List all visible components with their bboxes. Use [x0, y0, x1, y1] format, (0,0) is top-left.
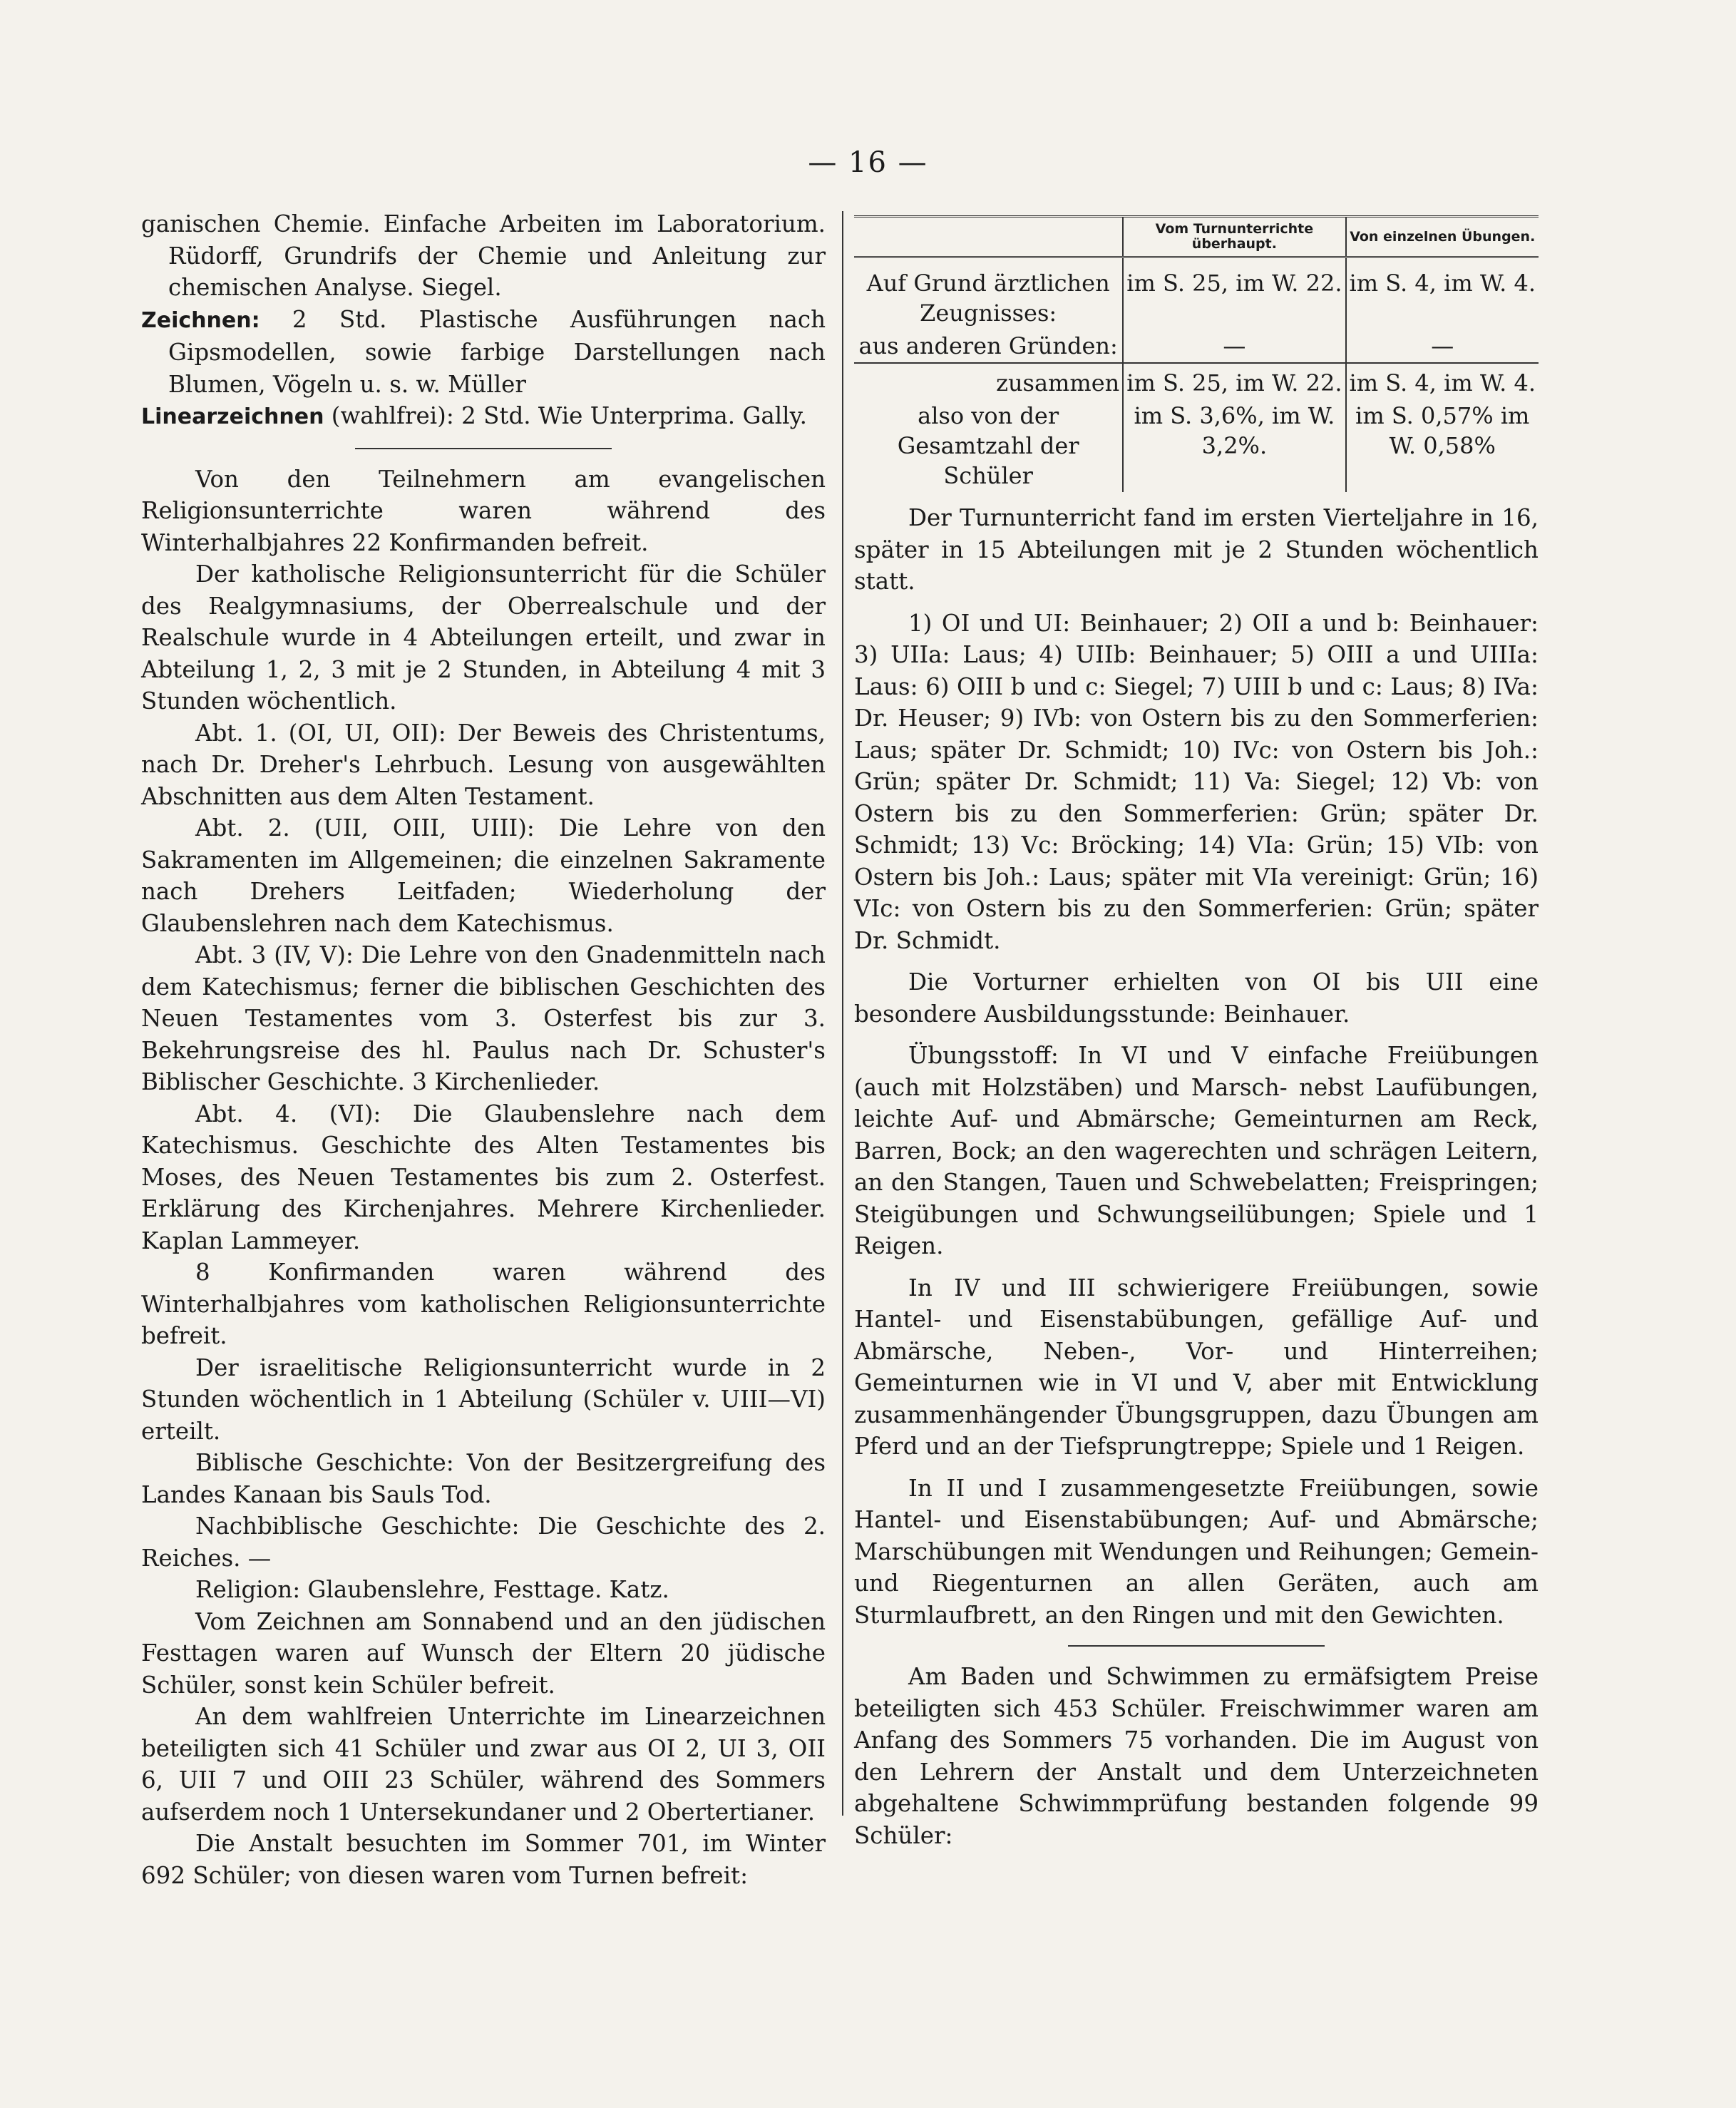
- paragraph-konfirmanden: 8 Konfirmanden waren während des Winterhalbjahres vom katholischen Religionsunterrichte befreit.: [141, 1259, 826, 1349]
- left-column: [141, 208, 826, 1891]
- paragraph-zeichnen-befreit: Vom Zeichnen am Sonnabend und an den jüdischen Festtagen waren auf Wunsch der Eltern 20 jüdische Schüler, sonst kein Schüler befreit.: [141, 1607, 826, 1699]
- turnen-befreit-table: [854, 215, 1539, 492]
- paragraph-biblische-geschichte: Biblische Geschichte: Von der Besitzergreifung des Landes Kanaan bis Sauls Tod.: [141, 1449, 826, 1508]
- table-cell: —: [1346, 329, 1539, 363]
- paragraph-israelitisch: Der israelitische Religionsunterricht wurde in 2 Stunden wöchentlich in 1 Abteilung (Schüler v. UIII—VI) erteilt.: [141, 1354, 826, 1445]
- table-cell-label: Auf Grund ärztlichen Zeugnisses:: [866, 270, 1110, 327]
- bold-lead: Zeichnen:: [141, 307, 260, 333]
- table-cell: im S. 3,6%, im W. 3,2%.: [1123, 399, 1345, 492]
- paragraph-zeichnen: [141, 304, 826, 401]
- paragraph-ii-i: In II und I zusammengesetzte Freiübungen, sowie Hantel- und Eisenstabübungen; Auf- und Abmärsche; Marschübungen mit Wendungen und Reihungen; Gemein- und Riegenturnen an allen Geräten, auch am Sturmlaufbrett, an den Ringen und mit den Gewichten.: [854, 1474, 1539, 1629]
- table-cell-label: aus anderen Gründen:: [858, 332, 1118, 359]
- bold-lead: Linearzeichnen: [141, 404, 324, 429]
- paragraph-evangelisch: Von den Teilnehmern am evangelischen Religionsunterrichte waren während des Winterhalbjahres 22 Konfirmanden befreit.: [141, 465, 826, 556]
- paragraph-iv-iii: In IV und III schwierigere Freiübungen, sowie Hantel- und Eisenstabübungen, gefällige Auf- und Abmärsche, Neben-, Vor- und Hinterreihen; Gemeinturnen wie in VI und V, aber mit Entwicklung zusammenhängender Übungsgruppen, dazu Übungen am Pferd und an der Tiefsprungtreppe; Spiele und 1 Reigen.: [854, 1274, 1539, 1460]
- paragraph-religion: Religion: Glaubenslehre, Festtage. Katz.: [195, 1576, 669, 1603]
- table-cell: im S. 4, im W. 4.: [1346, 363, 1539, 399]
- paragraph-linearzeichnen-teilnahme: An dem wahlfreien Unterrichte im Linearzeichnen beteiligten sich 41 Schüler und zwar aus OI 2, UI 3, OII 6, UII 7 und OIII 23 Schüler, während des Sommers aufserdem noch 1 Untersekundaner und 2 Obertertianer.: [141, 1703, 826, 1826]
- paragraph-abt-4: Abt. 4. (VI): Die Glaubenslehre nach dem Katechismus. Geschichte des Alten Testamentes bis Moses, des Neuen Testamentes bis zum 2. Osterfest. Erklärung des Kirchenjahres. Mehrere Kirchenlieder. Kaplan Lammeyer.: [141, 1100, 826, 1254]
- table-row: [854, 399, 1539, 492]
- paragraph-uebungsstoff: Übungsstoff: In VI und V einfache Freiübungen (auch mit Holzstäben) und Marsch- nebst Laufübungen, leichte Auf- und Abmärsche; Gemeinturnen am Reck, Barren, Bock; an den wagerechten und schrägen Leitern, an den Stangen, Tauen und Schwebelatten; Freispringen; Steigübungen und Schwungseilübungen; Spiele und 1 Reigen.: [854, 1042, 1539, 1259]
- paragraph-abt-2: Abt. 2. (UII, OIII, UIII): Die Lehre von den Sakramenten im Allgemeinen; die einzelnen Sakramente nach Drehers Leitfaden; Wiederholung der Glaubenslehren nach dem Katechismus.: [141, 814, 826, 937]
- paragraph-vorturner: Die Vorturner erhielten von OI bis UII eine besondere Ausbildungsstunde: Beinhauer.: [854, 968, 1539, 1028]
- paragraph-abteilungen-lehrer: 1) OI und UI: Beinhauer; 2) OII a und b: Beinhauer: 3) UIIa: Laus; 4) UIIb: Beinhauer; 5) OIII a und UIIIa: Laus: 6) OIII b und c: Siegel; 7) UIII b und c: Laus; 8) IVa: Dr. Heuser; 9) IVb: von Ostern bis zu den Sommerferien: Laus; später Dr. Schmidt; 10) IVc: von Ostern bis Joh.: Grün; später Dr. Schmidt; 11) Va: Siegel; 12) Vb: von Ostern bis zu den Sommerferien: Grün; später Dr. Schmidt; 13) Vc: Bröcking; 14) VIa: Grün; 15) VIb: von Ostern bis Joh.: Laus; später mit VIa vereinigt: Grün; 16) VIc: von Ostern bis zu den Sommerferien: Grün; später Dr. Schmidt.: [854, 609, 1539, 954]
- table-cell: —: [1123, 329, 1345, 363]
- table-cell: im S. 4, im W. 4.: [1346, 257, 1539, 330]
- table-cell: im S. 25, im W. 22.: [1123, 363, 1345, 399]
- table-cell-label: also von der Gesamtzahl der Schüler: [897, 402, 1079, 489]
- table-header-uebungen: Von einzelnen Übungen.: [1346, 217, 1539, 257]
- paragraph-katholisch: Der katholische Religionsunterricht für die Schüler des Realgymnasiums, der Oberrealschule und der Realschule wurde in 4 Abteilungen erteilt, und zwar in Abteilung 1, 2, 3 mit je 2 Stunden, in Abteilung 4 mit 3 Stunden wöchentlich.: [141, 561, 826, 715]
- paragraph-schwimmen: Am Baden und Schwimmen zu ermäfsigtem Preise beteiligten sich 453 Schüler. Freischwimmer waren am Anfang des Sommers 75 vorhanden. Die im August von den Lehrern der Anstalt und dem Unterzeichneten abgehaltene Schwimmprüfung bestanden folgende 99 Schüler:: [854, 1663, 1539, 1849]
- table-row: [854, 363, 1539, 399]
- paragraph-anstalt-besuch: Die Anstalt besuchten im Sommer 701, im Winter 692 Schüler; von diesen waren vom Turnen befreit:: [141, 1830, 826, 1889]
- table-cell: im S. 25, im W. 22.: [1123, 257, 1345, 330]
- paragraph-turnunterricht: Der Turnunterricht fand im ersten Vierteljahre in 16, später in 15 Abteilungen mit je 2 Stunden wöchentlich statt.: [854, 504, 1539, 595]
- table-row: [854, 257, 1539, 330]
- table-cell-label: zusammen: [854, 363, 1123, 399]
- paragraph-text: (wahlfrei): 2 Std. Wie Unterprima. Gally.: [324, 402, 807, 429]
- table-cell: im S. 0,57% im W. 0,58%: [1346, 399, 1539, 492]
- section-divider: [1068, 1645, 1325, 1647]
- table-row: [854, 329, 1539, 363]
- table-header-row: [854, 217, 1539, 257]
- paragraph-linearzeichnen: [141, 400, 826, 434]
- paragraph-abt-1: Abt. 1. (OI, UI, OII): Der Beweis des Christentums, nach Dr. Dreher's Lehrbuch. Lesung von ausgewählten Abschnitten aus dem Alten Testament.: [141, 719, 826, 810]
- section-divider: [355, 448, 612, 449]
- table-header-turnunterricht: Vom Turnunterrichte überhaupt.: [1123, 217, 1345, 257]
- right-column: [854, 208, 1539, 1851]
- paragraph-chemie: ganischen Chemie. Einfache Arbeiten im Laboratorium. Rüdorff, Grundrifs der Chemie und Anleitung zur chemischen Analyse. Siegel.: [141, 210, 826, 301]
- paragraph-text: 2 Std. Plastische Ausführungen nach Gipsmodellen, sowie farbige Darstellungen nach Blumen, Vögeln u. s. w. Müller: [168, 305, 826, 398]
- table-header-label: [854, 217, 1123, 257]
- column-divider: [842, 211, 843, 1816]
- page-number: — 16 —: [808, 146, 928, 179]
- paragraph-nachbiblische-geschichte: Nachbiblische Geschichte: Die Geschichte des 2. Reiches. —: [141, 1513, 826, 1572]
- paragraph-abt-3: Abt. 3 (IV, V): Die Lehre von den Gnadenmitteln nach dem Katechismus; ferner die biblischen Geschichten des Neuen Testamentes vom 3. Osterfest bis zur 3. Bekehrungsreise des hl. Paulus nach Dr. Schuster's Biblischer Geschichte. 3 Kirchenlieder.: [141, 941, 826, 1095]
